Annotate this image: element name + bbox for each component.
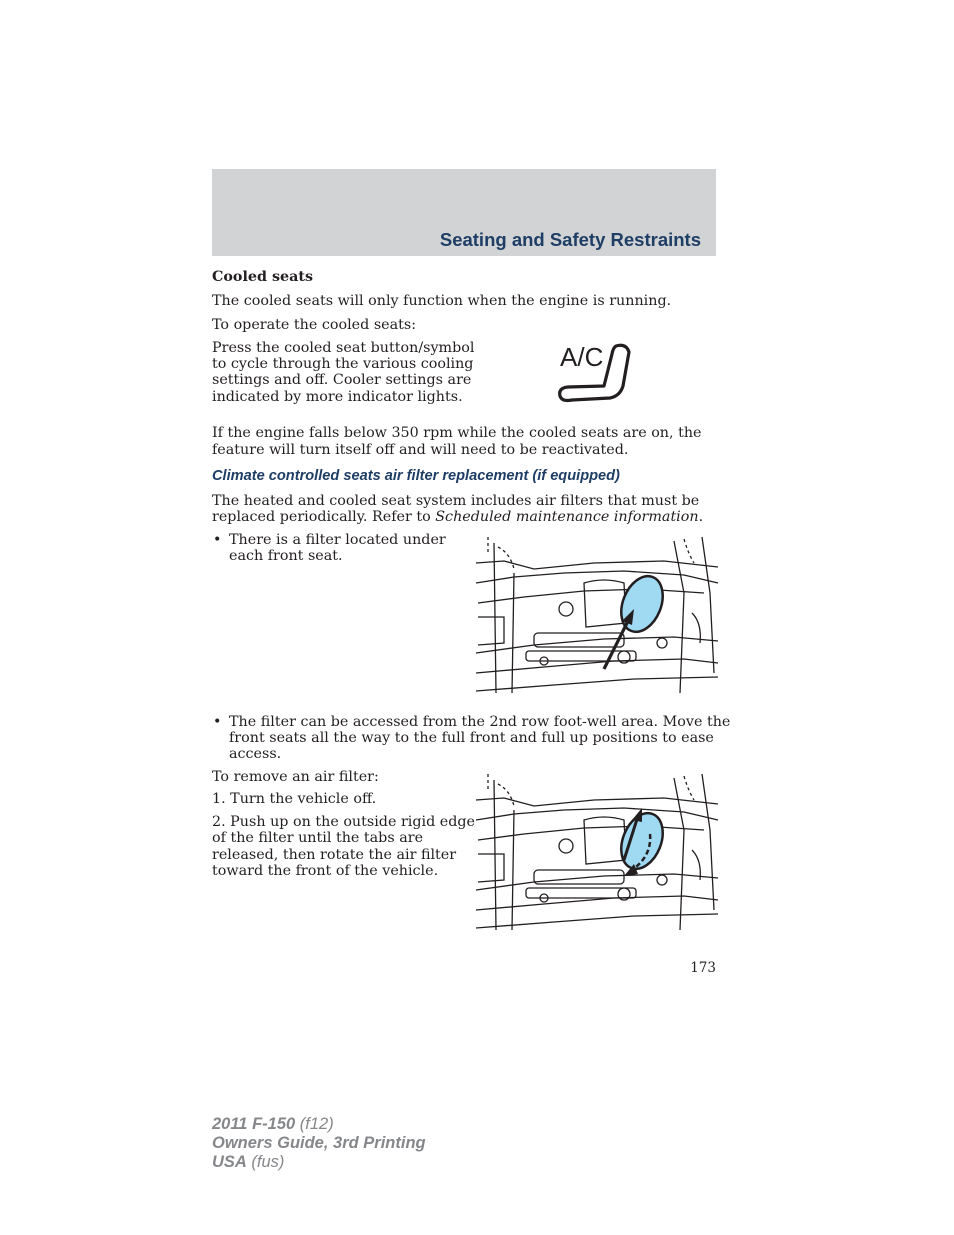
press-instruction-line-3: settings and off. Cooler settings are — [212, 372, 472, 388]
footer-market: USA — [212, 1153, 247, 1171]
footer-line-3 — [212, 1153, 426, 1172]
filter-removal-illustration — [474, 770, 720, 936]
section-title: Seating and Safety Restraints — [439, 229, 701, 250]
filter-paragraph-suffix: . — [698, 509, 704, 525]
footer-model-code: (f12) — [295, 1115, 334, 1133]
bullet-1-line-2: each front seat. — [229, 548, 343, 564]
step-2-line-1: 2. Push up on the outside rigid edge — [212, 814, 476, 830]
filter-paragraph-prefix: replaced periodically. Refer to — [212, 509, 436, 525]
press-instruction-line-1: Press the cooled seat button/symbol — [212, 340, 475, 356]
ac-symbol-label: A/C — [560, 342, 604, 372]
cooled-seat-icon — [556, 340, 636, 412]
section-header-band — [212, 169, 716, 256]
press-instruction-line-4: indicated by more indicator lights. — [212, 389, 463, 405]
filter-paragraph-line-1: The heated and cooled seat system includes air filters that must be — [212, 493, 700, 509]
scheduled-maintenance-reference: Scheduled maintenance information — [435, 509, 699, 525]
step-2-line-2: of the filter until the tabs are — [212, 830, 424, 846]
press-instruction-line-2: to cycle through the various cooling — [212, 356, 474, 372]
step-2-line-4: toward the front of the vehicle. — [212, 863, 439, 879]
bullet-2-line-1: The filter can be accessed from the 2nd row foot-well area. Move the — [229, 714, 731, 730]
cooled-seats-heading: Cooled seats — [212, 269, 314, 285]
footer-line-1 — [212, 1115, 426, 1134]
cooled-seats-paragraph-3-line-1: If the engine falls below 350 rpm while the cooled seats are on, the — [212, 425, 702, 441]
footer-model: 2011 F-150 — [212, 1115, 296, 1133]
cooled-seats-paragraph-3-line-2: feature will turn itself off and will need to be reactivated. — [212, 442, 629, 458]
cooled-seats-paragraph-2: To operate the cooled seats: — [212, 317, 417, 333]
step-1: 1. Turn the vehicle off. — [212, 791, 377, 807]
cooled-seats-paragraph-1: The cooled seats will only function when the engine is running. — [212, 293, 672, 309]
remove-filter-intro: To remove an air filter: — [212, 769, 379, 785]
filter-location-illustration — [474, 533, 720, 699]
page-number: 173 — [690, 960, 716, 976]
bullet-2-line-2: front seats all the way to the full front and full up positions to ease — [229, 730, 714, 746]
bullet-dot-1: • — [213, 532, 222, 548]
document-footer — [212, 1115, 426, 1172]
bullet-1-line-1: There is a filter located under — [229, 532, 446, 548]
filter-paragraph-line-2 — [212, 509, 703, 526]
bullet-dot-2: • — [213, 714, 222, 730]
footer-line-2: Owners Guide, 3rd Printing — [212, 1134, 426, 1152]
footer-market-code: (fus) — [246, 1153, 285, 1171]
filter-replacement-heading: Climate controlled seats air filter replacement (if equipped) — [212, 468, 620, 484]
bullet-2-line-3: access. — [229, 746, 282, 762]
step-2-line-3: released, then rotate the air filter — [212, 847, 457, 863]
